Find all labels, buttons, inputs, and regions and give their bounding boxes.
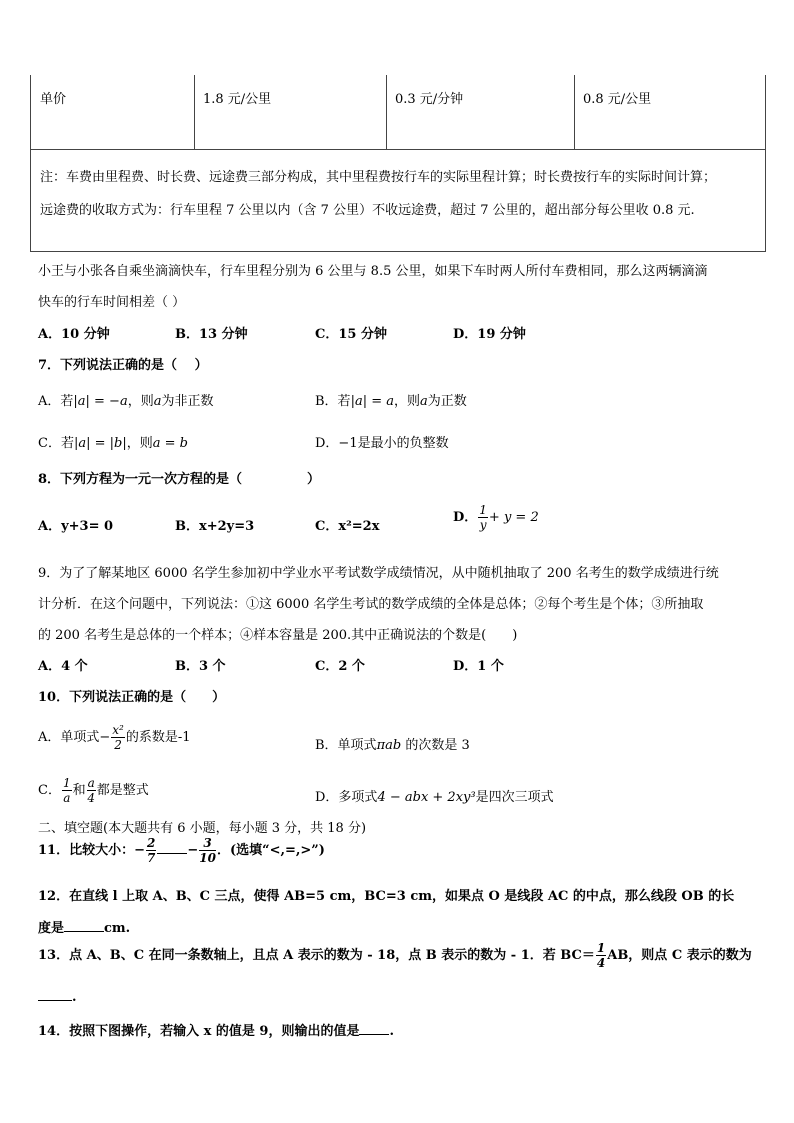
q9-option-c: C．2 个: [315, 659, 365, 674]
table-cell: [31, 75, 195, 149]
cell-longdistance-price: 0.8 元/公里: [583, 92, 652, 107]
q9-option-a: A．4 个: [38, 659, 88, 674]
math-expr: |a| = a: [350, 394, 394, 409]
text: A．若: [38, 394, 74, 409]
text: 为正数: [427, 394, 467, 409]
q11: [38, 836, 325, 865]
text: D．: [453, 510, 478, 525]
q7-option-c: [38, 432, 188, 451]
q9-line1: 9．为了了解某地区 6000 名学生参加初中学业水平考试数学成绩情况，从中随机抽取了 200 名考生的数学成绩进行统: [38, 566, 719, 581]
q10-stem: 10．下列说法正确的是（ ）: [38, 690, 226, 705]
q10-option-c: [38, 776, 149, 805]
text: AB，则点 C 表示的数为: [607, 948, 752, 963]
denominator: 10: [199, 851, 216, 865]
numerator: 3: [199, 836, 216, 851]
math-var: a: [420, 394, 428, 409]
math-expr: 4 − abx + 2xy³: [377, 790, 476, 805]
table-cell: [574, 75, 764, 149]
q14: [38, 1020, 394, 1039]
denominator: 4: [596, 956, 606, 970]
math-expr: πab: [376, 738, 402, 753]
denominator: a: [63, 791, 71, 805]
numerator: 1: [596, 941, 606, 955]
q7-option-b: [315, 390, 467, 409]
fare-table-row: [31, 75, 765, 150]
q6-option-b: B．13 分钟: [175, 327, 248, 342]
text: C．若: [38, 436, 74, 451]
q8-option-b: B．x+2y=3: [175, 519, 255, 534]
q6-option-c: C．15 分钟: [315, 327, 387, 342]
q8-option-d: [453, 503, 539, 532]
cell-mileage-price: 1.8 元/公里: [203, 92, 272, 107]
text: A．单项式−: [38, 730, 111, 745]
text: 11．比较大小：−: [38, 843, 145, 858]
q6-option-a: A．10 分钟: [38, 327, 110, 342]
q10-option-b: [315, 734, 470, 753]
text: 度是: [38, 921, 65, 936]
text: 是四次三项式: [475, 790, 554, 805]
q7-stem: 7．下列说法正确的是（ ）: [38, 358, 208, 373]
text: 为非正数: [161, 394, 214, 409]
denominator: 7: [146, 851, 156, 865]
numerator: 1: [62, 776, 71, 790]
numerator: a: [87, 776, 95, 790]
q10-option-d: [315, 786, 554, 805]
text: ．(选填“<,=,>”): [216, 843, 325, 858]
table-cell: [386, 75, 575, 149]
math-expr: a = b: [152, 436, 188, 451]
fare-table: [30, 75, 766, 252]
text: ，则: [393, 394, 420, 409]
answer-blank[interactable]: [38, 1000, 72, 1001]
numerator: 1: [479, 503, 487, 517]
q9-line2: 计分析．在这个问题中，下列说法：①这 6000 名学生考试的数学成绩的全体是总体；②每个考生是个体；③所抽取: [38, 597, 704, 612]
text: D．多项式: [315, 790, 378, 805]
math-expr: |a| = |b|: [73, 436, 127, 451]
answer-blank[interactable]: [64, 931, 104, 932]
text: ，则: [127, 394, 154, 409]
section-heading: 二、填空题(本大题共有 6 小题，每小题 3 分，共 18 分): [38, 821, 367, 836]
text: C．: [38, 783, 61, 798]
q12-line2: [38, 917, 130, 936]
q6-option-d: D．19 分钟: [453, 327, 526, 342]
q9-line3: 的 200 名考生是总体的一个样本；④样本容量是 200.其中正确说法的个数是( ): [38, 628, 518, 643]
cell-time-price: 0.3 元/分钟: [395, 92, 464, 107]
text: 都是整式: [96, 783, 149, 798]
q8-stem: 8．下列方程为一元一次方程的是（ ）: [38, 472, 321, 487]
math-expr: |a| = −a: [73, 394, 128, 409]
note-line: 注：车费由里程费、时长费、远途费三部分构成，其中里程费按行车的实际里程计算；时长费按行车的实际时间计算；: [40, 170, 717, 185]
fraction: [596, 941, 606, 970]
text: B．若: [315, 394, 351, 409]
text: cm.: [104, 921, 131, 936]
text: 13．点 A、B、C 在同一条数轴上，且点 A 表示的数为 - 18，点 B 表示的数为 - 1．若 BC＝: [38, 948, 595, 963]
text: .: [389, 1024, 394, 1039]
text: ，则: [126, 436, 153, 451]
text: 和: [72, 783, 86, 798]
table-cell: [194, 75, 387, 149]
q12-line1: 12．在直线 l 上取 A、B、C 三点，使得 AB=5 cm，BC=3 cm，如果点 O 是线段 AC 的中点，那么线段 OB 的长: [38, 889, 735, 904]
text: 的次数是 3: [401, 738, 470, 753]
fraction: [478, 503, 488, 532]
q7-option-d: D．−1是最小的负整数: [315, 436, 449, 451]
fraction: [146, 836, 156, 865]
note-line: 远途费的收取方式为：行车里程 7 公里以内（含 7 公里）不收远途费，超过 7 公里的，超出部分每公里收 0.8 元.: [40, 203, 695, 218]
fraction: [199, 836, 216, 865]
denominator: 2: [114, 738, 122, 752]
fraction: [111, 723, 125, 752]
numerator: x²: [112, 723, 124, 737]
text: B．单项式: [315, 738, 377, 753]
math-expr: + y = 2: [488, 510, 539, 525]
answer-blank[interactable]: [157, 853, 187, 854]
fraction: [87, 776, 96, 805]
text: −: [187, 843, 199, 858]
q8-option-c: C．x²=2x: [315, 519, 380, 534]
q10-option-a: [38, 723, 191, 752]
math-var: a: [153, 394, 162, 409]
q6-line1: 小王与小张各自乘坐滴滴快车，行车里程分别为 6 公里与 8.5 公里，如果下车时两人所付车费相同，那么这两辆滴滴: [38, 264, 708, 279]
q9-option-b: B．3 个: [175, 659, 226, 674]
q8-option-a: A．y+3= 0: [38, 519, 114, 534]
fraction: [62, 776, 72, 805]
q13-line2: [38, 990, 77, 1005]
q6-line2: 快车的行车时间相差（ ）: [38, 295, 186, 310]
text: 14．按照下图操作，若输入 x 的值是 9，则输出的值是: [38, 1024, 360, 1039]
q7-option-a: [38, 390, 214, 409]
cell-label-unit-price: 单价: [40, 92, 67, 107]
answer-blank[interactable]: [359, 1034, 389, 1035]
denominator: 4: [87, 791, 95, 805]
numerator: 2: [146, 836, 156, 850]
q13-line1: [38, 941, 752, 970]
denominator: y: [479, 518, 487, 532]
table-note: [40, 161, 756, 227]
q9-option-d: D．1 个: [453, 659, 504, 674]
text: 的系数是-1: [125, 730, 191, 745]
text: .: [72, 990, 77, 1005]
